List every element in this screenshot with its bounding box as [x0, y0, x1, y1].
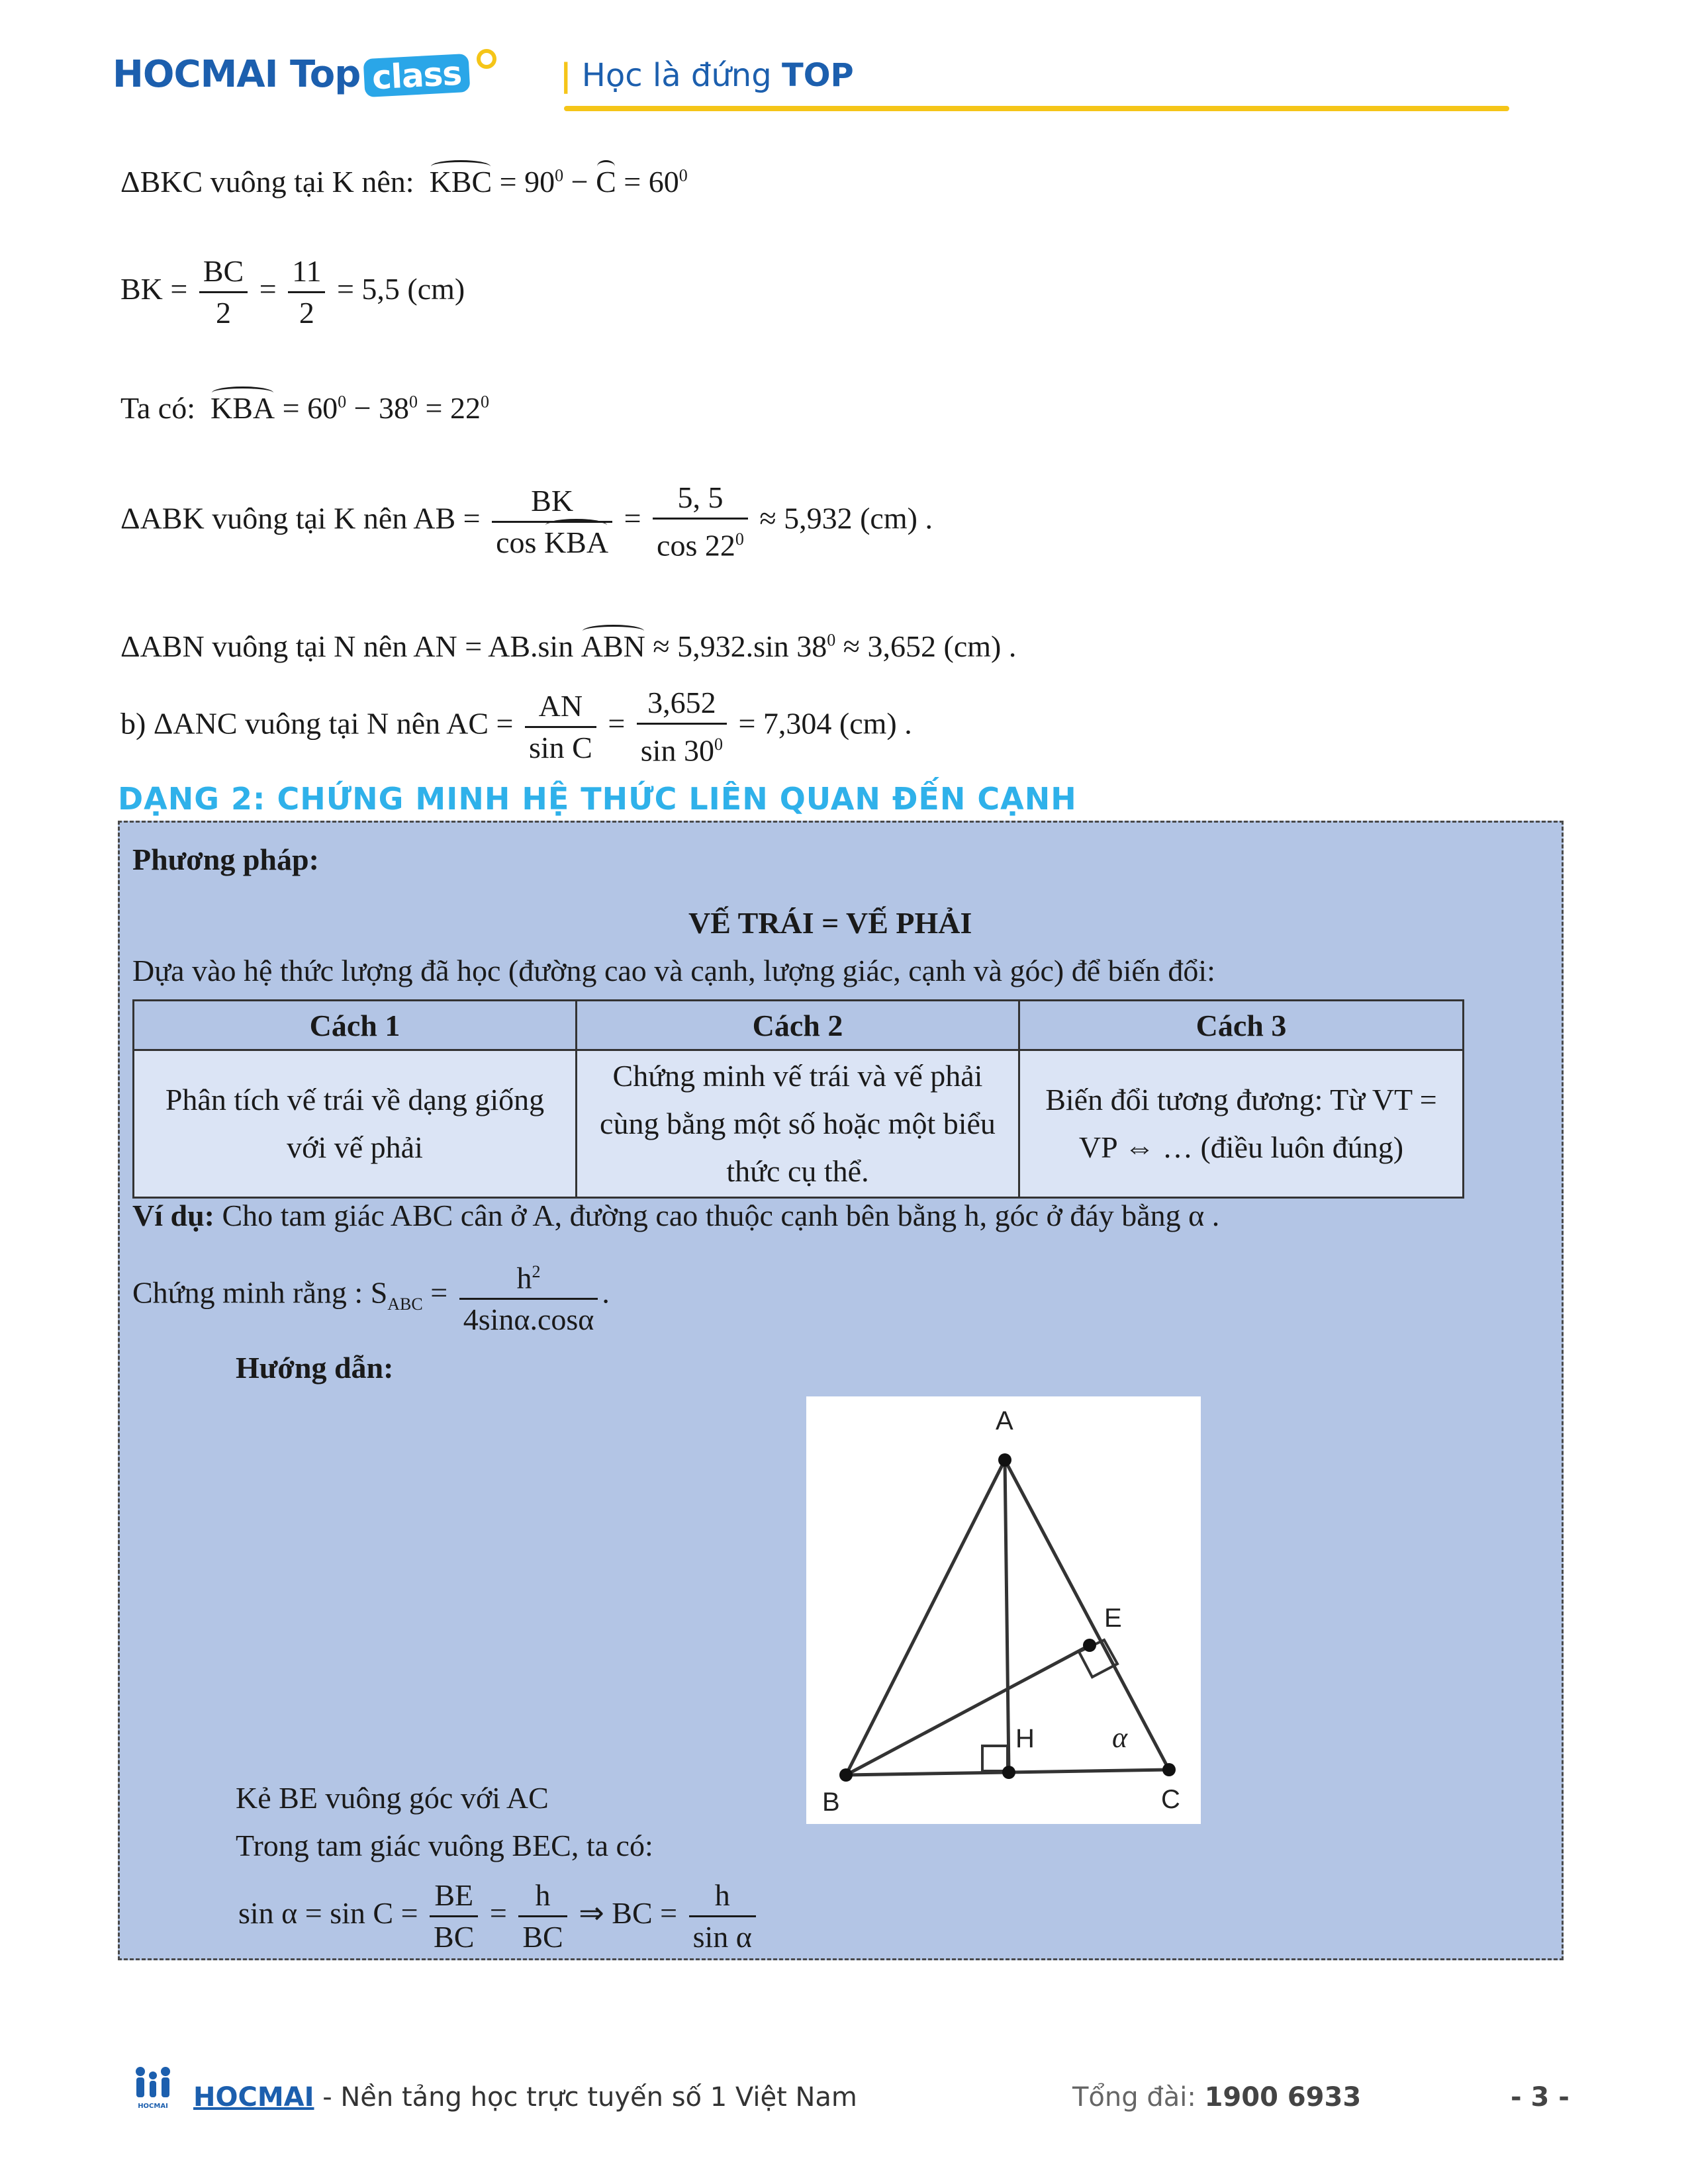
numerator: AN	[525, 686, 596, 728]
numerator: 5, 5	[653, 478, 748, 520]
side-ac	[1005, 1460, 1169, 1770]
numerator: h	[518, 1876, 567, 1917]
text: Chứng minh rằng : S	[132, 1275, 388, 1310]
fraction	[518, 1876, 567, 1957]
point-e	[1083, 1639, 1096, 1652]
method-label: Phương pháp:	[132, 842, 319, 876]
text: Ta có:	[120, 391, 196, 425]
text: cos 22	[657, 528, 735, 563]
text: .	[602, 1275, 610, 1310]
solution-line-6	[120, 683, 912, 770]
side-ab	[846, 1460, 1005, 1775]
numerator: BE	[430, 1876, 478, 1917]
numerator	[459, 1252, 598, 1300]
tagline-bar: |	[560, 57, 572, 94]
hocmai-people-icon	[130, 2066, 176, 2099]
text: sin α = sin C =	[238, 1896, 418, 1931]
fraction	[288, 251, 325, 333]
height-be	[846, 1645, 1090, 1775]
point-c	[1162, 1763, 1176, 1776]
degree: 0	[338, 392, 347, 412]
denominator: 2	[216, 296, 232, 330]
denominator	[492, 523, 612, 563]
prove-line	[132, 1252, 610, 1340]
fraction	[430, 1876, 478, 1957]
denominator: sin α	[692, 1920, 752, 1954]
angle-c: C	[596, 165, 616, 199]
angle-abn: ABN	[581, 629, 645, 663]
superscript: 2	[532, 1262, 541, 1281]
text: =	[259, 272, 277, 306]
numerator: h	[689, 1876, 756, 1917]
solution-line-5	[120, 629, 1016, 664]
numerator: 3,652	[637, 683, 727, 725]
text: ≈ 3,652 (cm) .	[843, 629, 1017, 663]
angle-kba: KBA	[211, 391, 275, 425]
solution-line-2	[120, 251, 465, 333]
fraction	[653, 478, 748, 565]
tagline-bold: TOP	[781, 57, 854, 94]
degree: 0	[555, 165, 564, 185]
hotline-number: 1900 6933	[1204, 2082, 1362, 2113]
text: cos	[496, 525, 537, 559]
formula-line	[238, 1876, 760, 1957]
denominator: BC	[522, 1920, 563, 1954]
solution-line-4	[120, 478, 933, 565]
angle-kba: KBA	[544, 523, 608, 563]
fraction	[637, 683, 727, 770]
label-b: B	[822, 1788, 840, 1817]
step-1: Kẻ BE vuông góc với AC	[236, 1781, 549, 1815]
example-line	[132, 1198, 1219, 1233]
degree: 0	[714, 735, 723, 754]
numerator: 11	[288, 251, 325, 293]
label-c: C	[1161, 1785, 1180, 1814]
footer-logo	[130, 2066, 176, 2110]
text: sin 30	[640, 733, 714, 768]
solution-line-1	[120, 164, 688, 199]
logo-main: HOCMAI Top	[113, 53, 361, 96]
text: ≈ 5,932.sin 38	[653, 629, 827, 663]
degree: 0	[679, 165, 688, 185]
table-header: Cách 1	[134, 1001, 577, 1050]
footer-brand-link[interactable]: HOCMAI	[193, 2082, 314, 2113]
fraction	[492, 481, 612, 563]
denominator	[653, 520, 748, 565]
text: =	[430, 1275, 448, 1310]
text: ΔABK vuông tại K nên AB =	[120, 501, 481, 535]
text: −	[571, 165, 588, 199]
denominator: 4sinα.cosα	[463, 1302, 594, 1337]
fraction	[199, 251, 248, 333]
text: ΔABN vuông tại N nên AN = AB.sin	[120, 629, 574, 663]
table-header-row	[134, 1001, 1464, 1050]
label-alpha: α	[1112, 1721, 1128, 1754]
fraction	[459, 1252, 598, 1340]
degree: 0	[827, 630, 836, 650]
logo-caption: HOCMAI	[138, 2103, 168, 2110]
logo-sun-icon	[477, 49, 496, 69]
text: b) ΔANC vuông tại N nên AC =	[120, 706, 514, 741]
solution-line-3	[120, 390, 489, 426]
triangle-svg	[806, 1396, 1201, 1824]
text: =	[608, 706, 626, 741]
footer-slogan	[193, 2082, 857, 2113]
table-row	[134, 1050, 1464, 1198]
table-cell: Phân tích vế trái về dạng giống với vế phải	[134, 1050, 577, 1198]
method-center: VẾ TRÁI = VẾ PHẢI	[688, 906, 972, 940]
right-angle-h	[982, 1746, 1008, 1771]
triangle-figure	[806, 1396, 1201, 1824]
step-2: Trong tam giác vuông BEC, ta có:	[236, 1829, 653, 1862]
denominator: sin C	[528, 730, 592, 764]
methods-table	[132, 999, 1464, 1199]
label-e: E	[1104, 1604, 1122, 1633]
text: = 22	[425, 391, 481, 425]
denominator: 2	[299, 296, 314, 330]
angle-kbc: KBC	[429, 165, 492, 199]
method-desc: Dựa vào hệ thức lượng đã học (đường cao và cạnh, lượng giác, cạnh và góc) để biến đổi:	[132, 954, 1215, 987]
point-b	[839, 1768, 853, 1782]
text: h	[516, 1261, 532, 1295]
label-h: H	[1015, 1724, 1035, 1753]
text: = 60	[624, 165, 679, 199]
tagline	[560, 57, 854, 94]
text: = 7,304 (cm) .	[738, 706, 912, 741]
table-header: Cách 3	[1019, 1001, 1463, 1050]
text: BK =	[120, 272, 188, 306]
subscript: ABC	[387, 1294, 423, 1314]
example-text: Cho tam giác ABC cân ở A, đường cao thuộc cạnh bên bằng h, góc ở đáy bằng α .	[214, 1199, 1220, 1232]
point-a	[998, 1453, 1011, 1467]
denominator: BC	[434, 1920, 475, 1954]
section-title: DẠNG 2: CHỨNG MINH HỆ THỨC LIÊN QUAN ĐẾN CẠNH	[118, 781, 1077, 817]
fraction	[525, 686, 596, 768]
degree: 0	[409, 392, 418, 412]
header-divider	[564, 106, 1509, 111]
page-number: - 3 -	[1511, 2082, 1570, 2113]
degree: 0	[481, 392, 489, 412]
tagline-prefix: Học là đứng	[581, 57, 782, 94]
table-cell: Chứng minh vế trái và vế phải cùng bằng một số hoặc một biểu thức cụ thể.	[576, 1050, 1019, 1198]
logo-badge: class	[363, 54, 471, 97]
text: = 5,5 (cm)	[336, 272, 465, 306]
point-h	[1002, 1766, 1015, 1779]
height-ah	[1005, 1460, 1009, 1772]
table-cell: Biến đổi tương đương: Từ VT = VP ⇔ … (điều luôn đúng)	[1019, 1050, 1463, 1198]
text: = 90	[499, 165, 555, 199]
footer-hotline	[1072, 2082, 1361, 2113]
text: = 60	[282, 391, 338, 425]
numerator: BK	[492, 481, 612, 523]
text: − 38	[353, 391, 410, 425]
slogan-text: - Nền tảng học trực tuyến số 1 Việt Nam	[314, 2082, 857, 2113]
denominator	[637, 725, 727, 770]
fraction	[689, 1876, 756, 1957]
degree: 0	[735, 529, 744, 549]
table-header: Cách 2	[576, 1001, 1019, 1050]
example-label: Ví dụ:	[132, 1199, 214, 1232]
label-a: A	[996, 1406, 1013, 1435]
hotline-label: Tổng đài:	[1072, 2082, 1205, 2113]
text: ΔBKC vuông tại K nên:	[120, 165, 414, 199]
numerator: BC	[199, 251, 248, 293]
guide-label: Hướng dẫn:	[236, 1351, 394, 1385]
text: ≈ 5,932 (cm) .	[759, 501, 933, 535]
text: =	[624, 501, 641, 535]
text: ⇒ BC =	[579, 1896, 678, 1931]
text: =	[489, 1896, 507, 1931]
header-logo	[113, 53, 469, 96]
